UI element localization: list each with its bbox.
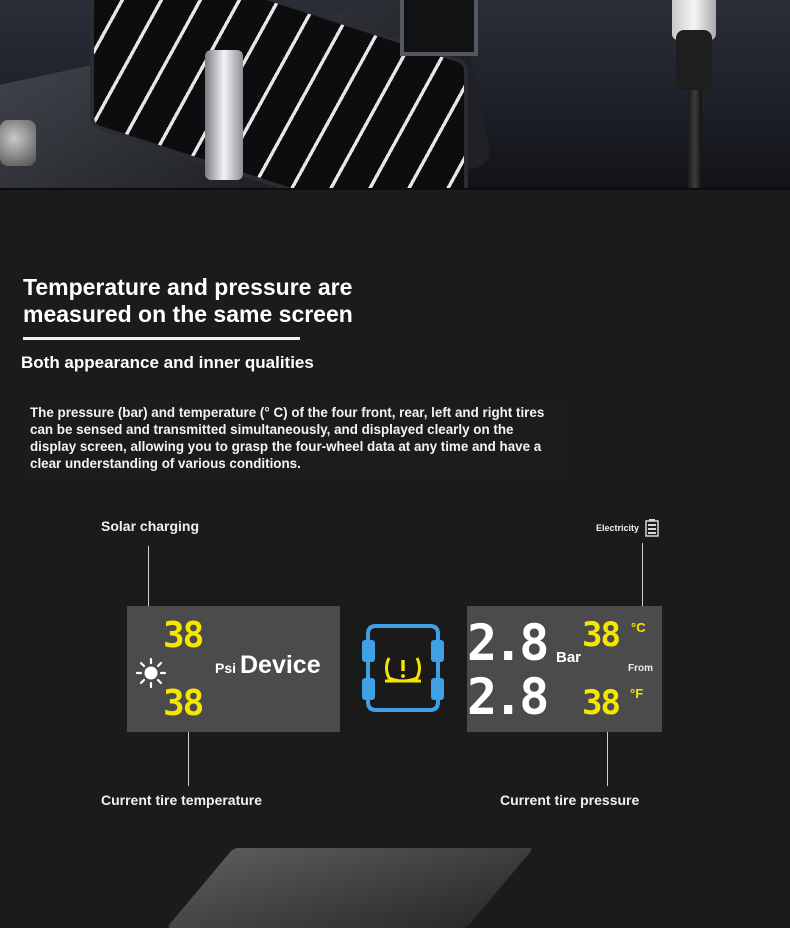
dashboard-knob bbox=[0, 120, 36, 166]
left-bottom-segment-value: 38 bbox=[163, 683, 203, 724]
current-tire-pressure-label: Current tire pressure bbox=[500, 792, 640, 808]
tire-pressure-warning-icon bbox=[362, 620, 444, 716]
pressure-bottom-value: 2.8 bbox=[467, 668, 546, 726]
pressure-top-value: 2.8 bbox=[467, 614, 546, 672]
right-bottom-segment-value: 38 bbox=[582, 683, 619, 723]
left-top-segment-value: 38 bbox=[163, 615, 203, 656]
headline bbox=[23, 274, 443, 328]
vent-chrome-trim bbox=[205, 50, 243, 180]
tire-temperature-leader-line bbox=[188, 728, 189, 786]
bar-unit: Bar bbox=[556, 649, 582, 666]
current-tire-temperature-label: Current tire temperature bbox=[101, 792, 263, 808]
battery-icon bbox=[645, 519, 659, 537]
headline-underline bbox=[23, 337, 300, 340]
section-divider bbox=[0, 188, 790, 190]
solar-charging-label: Solar charging bbox=[101, 518, 200, 534]
celsius-unit: °C bbox=[631, 620, 646, 635]
car-dashboard-photo bbox=[0, 0, 790, 188]
description-text: The pressure (bar) and temperature (° C) of the four front, rear, left and right tires can be sensed and transmitted simultaneously, and displayed clearly on the display screen, allowing you to grasp the four-wheel data at any time and have a clear understanding of various conditions. bbox=[22, 398, 567, 478]
lcd-display bbox=[127, 606, 662, 732]
fahrenheit-unit: °F bbox=[630, 686, 644, 701]
from-label: From bbox=[628, 663, 653, 674]
tire-pressure-leader-line bbox=[607, 728, 608, 786]
headline-line-2: measured on the same screen bbox=[23, 301, 353, 327]
sun-icon bbox=[136, 658, 166, 688]
headline-line-1: Temperature and pressure are bbox=[23, 274, 353, 300]
sensor-device-edge bbox=[166, 848, 533, 928]
device-text: Device bbox=[240, 651, 321, 679]
psi-unit: Psi bbox=[215, 660, 237, 676]
right-top-segment-value: 38 bbox=[582, 615, 619, 655]
electricity-label: Electricity bbox=[596, 523, 640, 533]
subheading: Both appearance and inner qualities bbox=[21, 353, 314, 372]
usb-plug bbox=[676, 30, 712, 90]
dashboard-screen bbox=[400, 0, 478, 56]
